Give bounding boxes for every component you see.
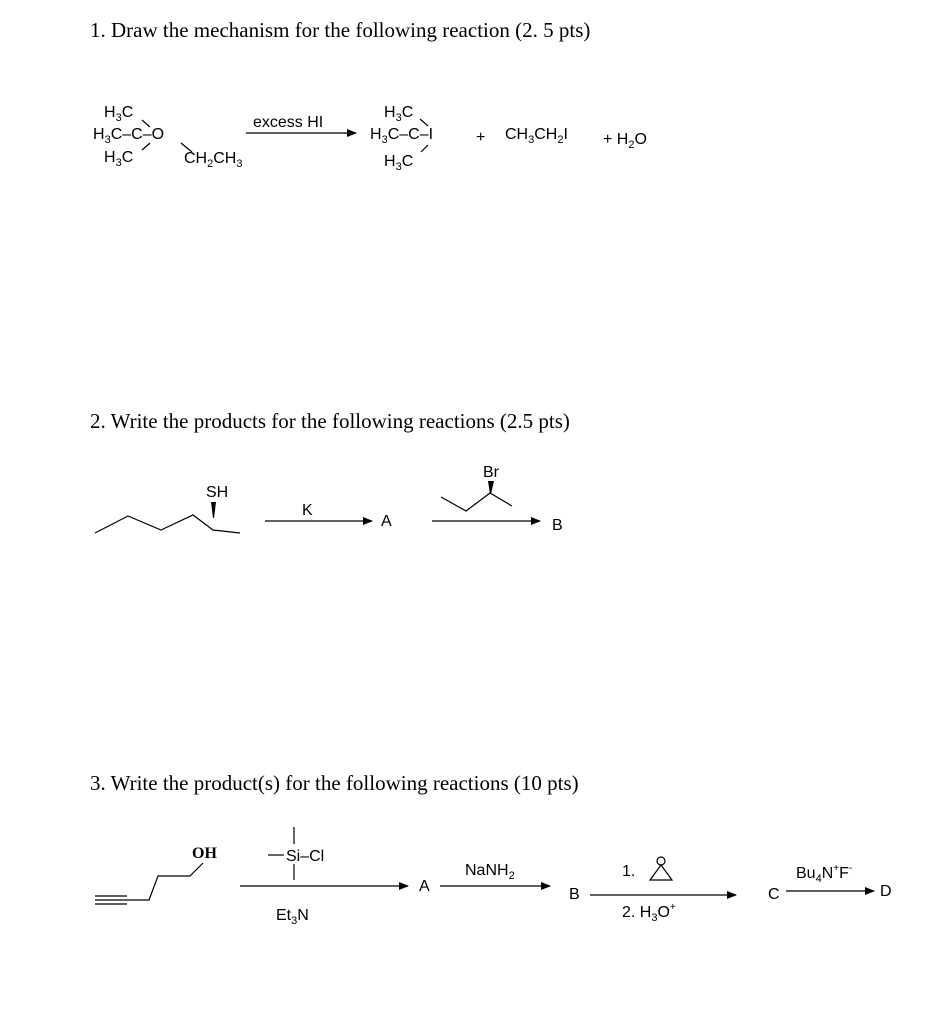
- q3-base-triethylamine: $Et_3N$: [276, 907, 309, 927]
- svg-text:H3C: $H_3C$: [384, 153, 414, 173]
- svg-text:H3C–C–I: $H_3C-C-I$: [370, 126, 434, 146]
- q2-thiol-skeletal-structure: [95, 502, 240, 533]
- q2-reagent-potassium: K: [302, 502, 313, 519]
- q1-product-water: + $H_2O$: [603, 131, 647, 151]
- q1-reactant-ethyl: $CH_2CH_3$: [184, 150, 243, 170]
- q3-alkynol-skeletal-structure: [95, 863, 203, 904]
- q1-reactant-tert-butyl-ethyl-ether: [93, 104, 242, 170]
- question-2-heading: 2. Write the products for the following reactions (2.5 pts): [90, 409, 570, 433]
- q3-product-d: D: [880, 883, 892, 900]
- q3-reagent-tbaf: $Bu_4N^+F^-$: [796, 863, 853, 885]
- q1-reactant-core: $H_3C-C-O$: [93, 126, 165, 146]
- q3-step-1-label: 1.: [622, 863, 636, 880]
- q3-reagent-sodium-amide: NaNH$_2$: [465, 862, 515, 882]
- q2-product-b: B: [552, 517, 563, 534]
- q1-plus-sign: +: [476, 129, 486, 146]
- question-3-heading: 3. Write the product(s) for the following reactions (10 pts): [90, 771, 579, 795]
- q1-reagent-excess-hi: excess HI: [253, 114, 324, 131]
- svg-text:H3C: $H_3C$: [384, 104, 414, 124]
- q3-intermediate-a: A: [419, 878, 430, 895]
- q3-hydroxyl-label: OH: [192, 845, 217, 862]
- q3-intermediate-c: C: [768, 886, 780, 903]
- q3-intermediate-b: B: [569, 886, 580, 903]
- q2-bromide-label: Br: [483, 464, 499, 481]
- q1-reactant-h3c-bottom: $H_3C$: [104, 149, 134, 169]
- q3-silyl-label: Si–Cl: [286, 848, 325, 865]
- q3-step-2-label: 2. $H_3O^+$: [622, 902, 676, 924]
- q1-product-ethyl-iodide: $CH_3CH_2I$: [505, 126, 568, 146]
- q1-reactant-h3c-top: $H_3C$: [104, 104, 134, 124]
- question-1-heading: 1. Draw the mechanism for the following reaction (2. 5 pts): [90, 18, 591, 42]
- q2-intermediate-a: A: [381, 513, 392, 530]
- q2-thiol-label: SH: [206, 484, 229, 501]
- q2-bromide-skeletal-structure: [441, 481, 512, 511]
- q1-product-tert-butyl-iodide: [370, 104, 433, 173]
- epoxide-icon: [650, 857, 672, 880]
